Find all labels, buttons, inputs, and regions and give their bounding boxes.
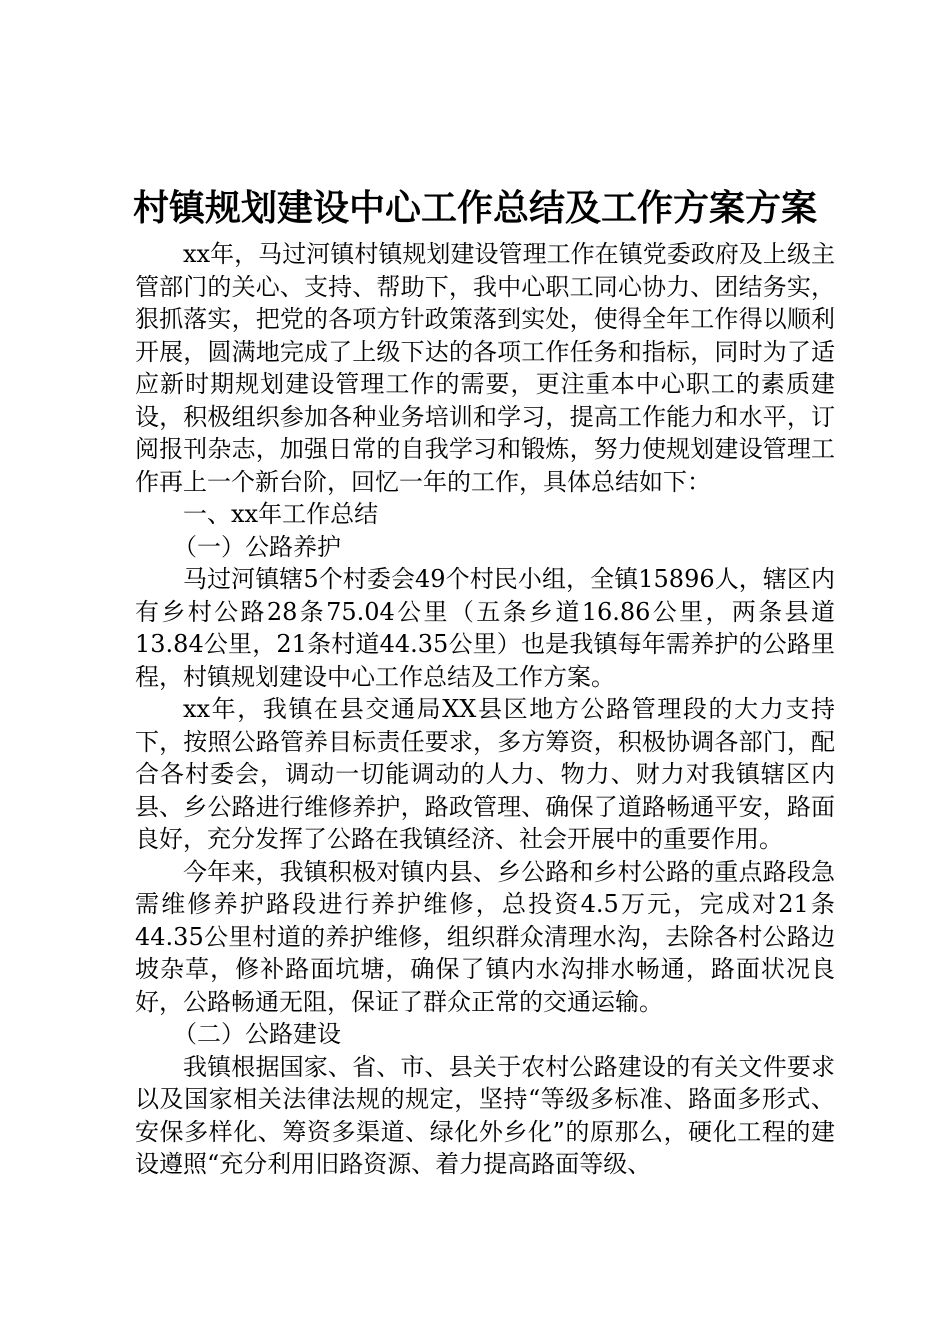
document-title: 村镇规划建设中心工作总结及工作方案方案: [132, 187, 817, 229]
paragraph-road-maintenance-support: xx年，我镇在县交通局XX县区地方公路管理段的大力支持下，按照公路管养目标责任要求，多方筹资，积极协调各部门，配合各村委会，调动一切能调动的人力、物力、财力对我镇辖区内县、乡公路进行维修养护，路政管理、确保了道路畅通平安，路面良好，充分发挥了公路在我镇经济、社会开展中的重要作用。: [135, 695, 835, 853]
paragraph-road-construction: 我镇根据国家、省、市、县关于农村公路建设的有关文件要求以及国家相关法律法规的规定，坚持“等级多标准、路面多形式、安保多样化、筹资多渠道、绿化外乡化”的原那么，硬化工程的建设遵照“充分利用旧路资源、着力提高路面等级、: [135, 1052, 835, 1178]
paragraph-intro: xx年，马过河镇村镇规划建设管理工作在镇党委政府及上级主管部门的关心、支持、帮助下，我中心职工同心协力、团结务实，狠抓落实，把党的各项方针政策落到实处，使得全年工作得以顺利开展，圆满地完成了上级下达的各项工作任务和指标，同时为了适应新时期规划建设管理工作的需要，更注重本中心职工的素质建设，积极组织参加各种业务培训和学习，提高工作能力和水平，订阅报刊杂志，加强日常的自我学习和锻炼，努力使规划建设管理工作再上一个新台阶，回忆一年的工作，具体总结如下：: [135, 240, 835, 496]
subsection-heading-road-maintenance: （一）公路养护: [173, 532, 341, 561]
section-heading-summary: 一、xx年工作总结: [183, 500, 379, 528]
paragraph-road-overview: 马过河镇辖5个村委会49个村民小组，全镇15896人，辖区内有乡村公路28条75.04公里（五条乡道16.86公里，两条县道13.84公里，21条村道44.35公里）也是我镇每年需养护的公路里程，村镇规划建设中心工作总结及工作方案。: [135, 565, 835, 691]
paragraph-road-maintenance-work: 今年来，我镇积极对镇内县、乡公路和乡村公路的重点路段急需维修养护路段进行养护维修，总投资4.5万元，完成对21条44.35公里村道的养护维修，组织群众清理水沟，去除各村公路边坡杂草，修补路面坑塘，确保了镇内水沟排水畅通，路面状况良好，公路畅通无阻，保证了群众正常的交通运输。: [135, 857, 835, 1016]
document-body: [135, 238, 835, 1181]
subsection-heading-road-construction: （二）公路建设: [173, 1020, 341, 1048]
